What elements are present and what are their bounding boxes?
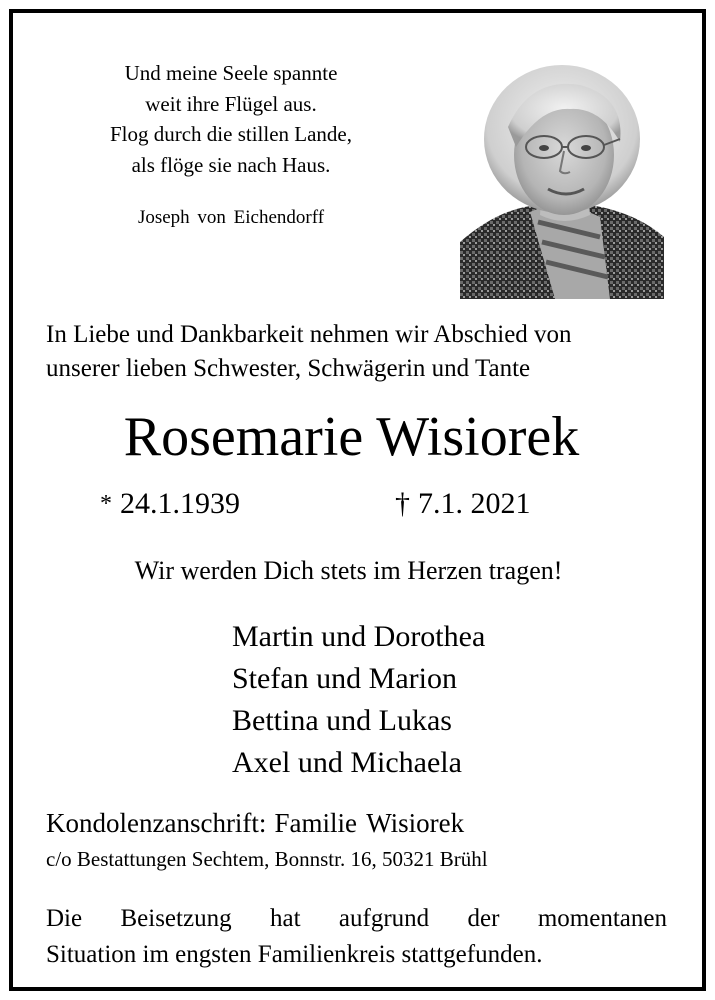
condolence-label: Kondolenzanschrift:	[46, 808, 267, 838]
poem-line: weit ihre Flügel aus.	[145, 91, 317, 116]
poem-author: Joseph von Eichendorff	[137, 207, 325, 228]
poem	[60, 58, 402, 180]
intro-line: In Liebe und Dankbarkeit nehmen wir Abschied von	[46, 321, 572, 348]
poem-line: Flog durch die stillen Lande,	[109, 122, 353, 146]
condolence-address: c/o Bestattungen Sechtem, Bonnstr. 16, 50321 Brühl	[46, 847, 488, 871]
closing-line: Die Beisetzung hat aufgrund der momentanen	[46, 905, 667, 932]
birth-date	[100, 484, 240, 524]
poem-line: als flöge sie nach Haus.	[131, 152, 331, 177]
closing-line: Situation im engsten Familienkreis stattgefunden.	[46, 941, 543, 968]
birth-symbol-icon: *	[100, 491, 112, 517]
condolence-recipient: Familie Wisiorek	[274, 808, 465, 838]
poem-line: Und meine Seele spannte	[124, 61, 338, 85]
birth-date-value: 24.1.1939	[120, 487, 240, 520]
family-member: Stefan und Marion	[232, 662, 457, 695]
death-date	[395, 484, 531, 524]
closing-text	[46, 901, 667, 973]
family-member: Martin und Dorothea	[232, 620, 486, 653]
deceased-name: Rosemarie Wisiorek	[123, 406, 580, 468]
tagline: Wir werden Dich stets im Herzen tragen!	[134, 556, 563, 585]
cross-icon: †	[395, 487, 410, 520]
portrait-photo-icon	[460, 47, 664, 299]
family-list	[232, 616, 485, 784]
intro-line: unserer lieben Schwester, Schwägerin und Tante	[46, 355, 531, 382]
condolence-heading	[46, 804, 464, 842]
family-member: Axel und Michaela	[232, 746, 462, 779]
family-member: Bettina und Lukas	[232, 704, 452, 737]
death-date-value: 7.1. 2021	[418, 487, 531, 520]
intro-text	[46, 318, 686, 386]
portrait-photo	[460, 47, 664, 299]
